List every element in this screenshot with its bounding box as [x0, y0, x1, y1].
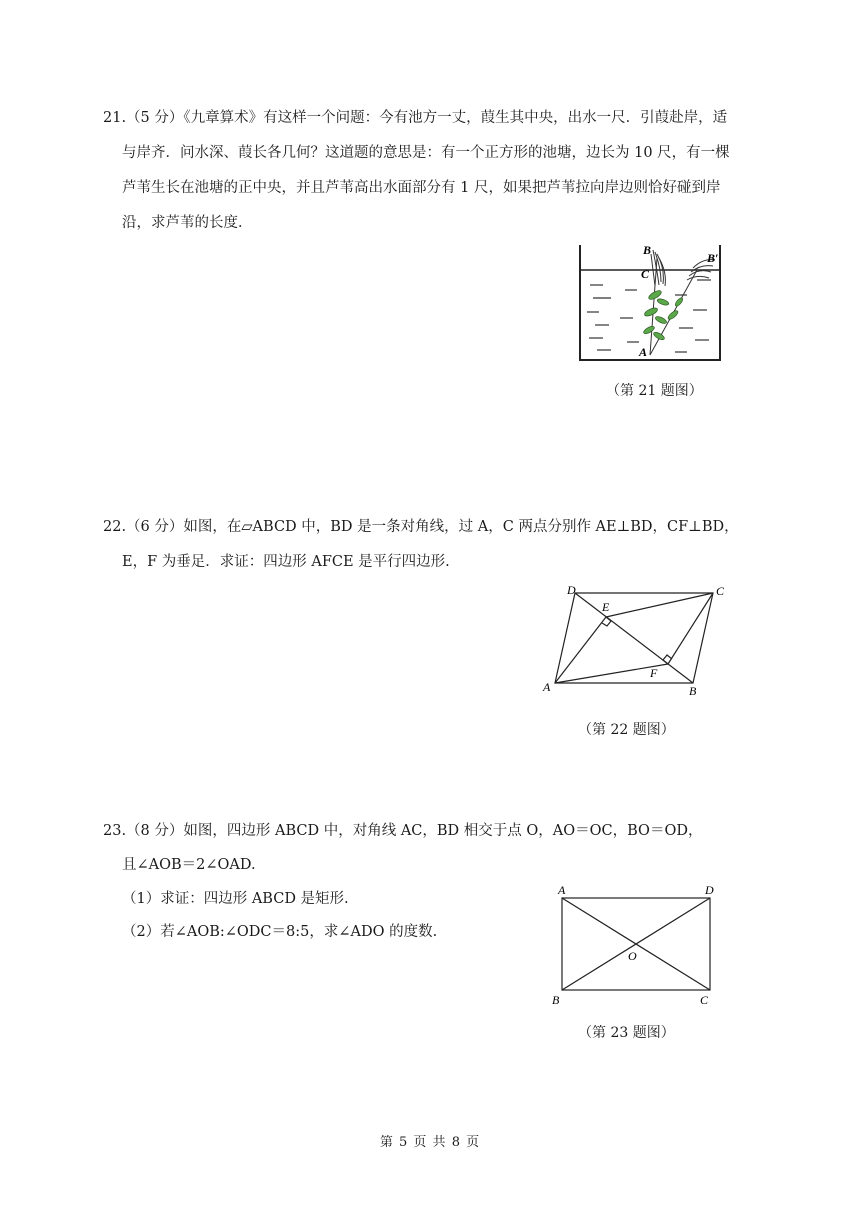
- label-C: C: [641, 267, 650, 281]
- q23-caption: （第 23 题图）: [578, 1025, 675, 1041]
- page-footer: 第 5 页 共 8 页: [379, 1135, 481, 1150]
- label-B: B: [643, 243, 652, 257]
- label-B: B: [689, 684, 697, 698]
- q23-line-4: （2）若∠AOB:∠ODC＝8:5，求∠ADO 的度数.: [122, 924, 438, 940]
- q22-caption: （第 22 题图）: [578, 722, 675, 738]
- q23-figure: [548, 880, 723, 1010]
- segment-EC: [606, 593, 713, 617]
- q21-line-3: 芦苇生长在池塘的正中央，并且芦苇高出水面部分有 1 尺，如果把芦苇拉向岸边则恰好碰到岸: [122, 180, 721, 196]
- label-B: B: [552, 993, 560, 1007]
- q23-line-2: 且∠AOB＝2∠OAD.: [122, 857, 256, 873]
- q21-figure: [575, 240, 725, 365]
- right-angle-E: [602, 617, 611, 626]
- label-B-prime: B′: [707, 251, 719, 265]
- label-A: A: [639, 345, 648, 359]
- q22-figure: [540, 583, 730, 698]
- q21-line-4: 沿，求芦苇的长度．: [122, 215, 253, 231]
- label-O: O: [628, 949, 637, 963]
- reed-leaves: [643, 289, 684, 341]
- label-A: A: [543, 680, 551, 694]
- q21-caption: （第 21 题图）: [606, 383, 703, 399]
- label-D: D: [705, 883, 714, 897]
- q21-line-1: 21.（5 分）《九章算术》有这样一个问题：今有池方一丈，葭生其中央，出水一尺．引葭赴岸，适: [103, 110, 728, 126]
- q23-line-1: 23.（8 分）如图，四边形 ABCD 中，对角线 AC，BD 相交于点 O，AO＝OC，BO＝OD，: [103, 823, 703, 839]
- reed-tops: [651, 250, 715, 286]
- label-E: E: [602, 600, 610, 614]
- q21-line-2: 与岸齐．问水深、葭长各几何？这道题的意思是：有一个正方形的池塘，边长为 10 尺，有一棵: [122, 145, 730, 161]
- q22-line-2: E，F 为垂足．求证：四边形 AFCE 是平行四边形.: [122, 554, 450, 570]
- q23-line-3: （1）求证：四边形 ABCD 是矩形.: [122, 891, 349, 907]
- label-D: D: [567, 583, 576, 597]
- pond-outline: [580, 245, 720, 360]
- label-C: C: [716, 584, 725, 598]
- label-F: F: [650, 666, 658, 680]
- segment-CF: [668, 593, 713, 664]
- q22-line-1: 22.（6 分）如图，在▱ABCD 中，BD 是一条对角线，过 A，C 两点分别作 AE⊥BD，CF⊥BD，: [103, 519, 739, 535]
- label-C: C: [700, 993, 709, 1007]
- label-A: A: [558, 883, 566, 897]
